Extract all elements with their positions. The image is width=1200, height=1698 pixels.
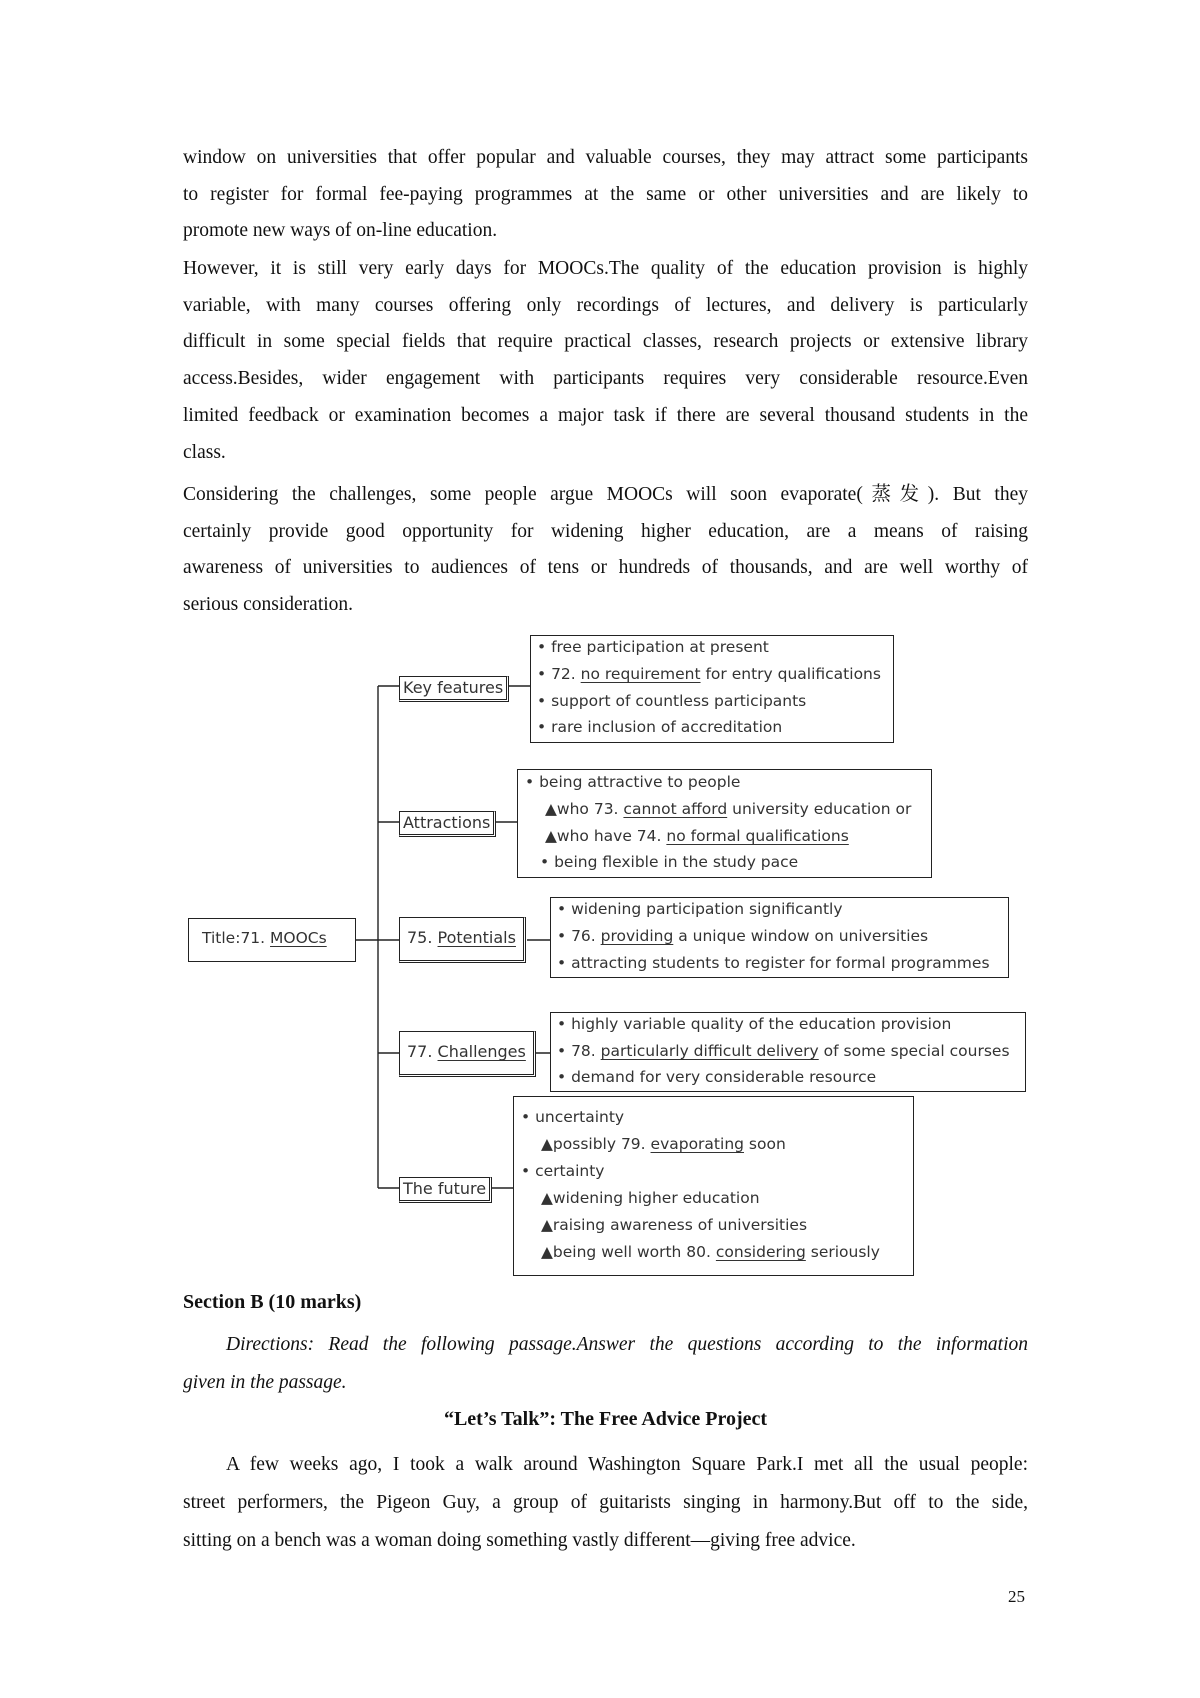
answer-71: MOOCs [270, 929, 327, 947]
challenges-paragraph [183, 251, 1028, 471]
answer-76: providing [600, 927, 674, 945]
branch-label-potentials [399, 917, 526, 963]
list-item: ▲who have 74. no formal qualifications [545, 827, 849, 845]
text-line: variable, with many courses offering only recordings of lectures, and delivery is particularly [183, 294, 1028, 316]
list-item: • demand for very considerable resource [557, 1068, 877, 1086]
text-line: Considering the challenges, some people argue MOOCs will soon evaporate(蒸发). But they [183, 484, 1028, 505]
answer-75: Potentials [437, 928, 516, 947]
answer-78: particularly difficult delivery [600, 1042, 819, 1060]
key-features-box [530, 635, 894, 743]
list-item: ▲possibly 79. evaporating soon [541, 1135, 786, 1153]
text-line: limited feedback or examination becomes a major task if there are several thousand students in the [183, 404, 1028, 426]
page-number: 25 [1008, 1587, 1025, 1606]
text-line: to register for formal fee-paying programmes at the same or other universities and are likely to [183, 183, 1028, 205]
text-line: street performers, the Pigeon Guy, a group of guitarists singing in harmony.But off to the side, [183, 1492, 1028, 1513]
list-item: • rare inclusion of accreditation [537, 718, 783, 736]
section-heading: Section B (10 marks) [183, 1291, 362, 1313]
list-item: ▲who 73. cannot afford university education or [545, 800, 912, 818]
future-box [513, 1096, 914, 1276]
text-line: However, it is still very early days for MOOCs.The quality of the education provision is highly [183, 258, 1028, 279]
text-line: A few weeks ago, I took a walk around Washington Square Park.I met all the usual people: [226, 1454, 1028, 1475]
branch-label-challenges [399, 1031, 536, 1077]
text-line: serious consideration. [183, 594, 354, 616]
conclusion-paragraph [183, 477, 1028, 624]
directions [183, 1326, 1028, 1402]
list-item: • widening participation significantly [557, 900, 843, 918]
text-line: difficult in some special fields that require practical classes, research projects or extensive library [183, 331, 1028, 353]
intro-paragraph [183, 140, 1028, 250]
text-line: class. [183, 441, 226, 463]
list-item: • certainty [521, 1162, 605, 1180]
list-item: • uncertainty [521, 1108, 625, 1126]
text-line: promote new ways of on-line education. [183, 220, 498, 242]
answer-73: cannot afford [623, 800, 728, 818]
passage-title: “Let’s Talk”: The Free Advice Project [443, 1408, 768, 1430]
directions-line: Directions: Read the following passage.Answer the questions according to the information [226, 1334, 1028, 1355]
answer-79: evaporating [650, 1135, 744, 1153]
list-item: • free participation at present [537, 638, 769, 656]
branch-label-attractions: Attractions [399, 811, 496, 837]
list-item: • being attractive to people [525, 773, 741, 791]
list-item: • being flexible in the study pace [540, 853, 799, 871]
potentials-box [550, 897, 1009, 978]
directions-line: given in the passage. [183, 1372, 347, 1393]
text-line: access.Besides, wider engagement with participants requires very considerable resource.Even [183, 368, 1028, 390]
list-item: • 72. no requirement for entry qualifications [537, 665, 881, 683]
passage-paragraph [183, 1446, 1028, 1560]
list-item: • 76. providing a unique window on universities [557, 927, 929, 945]
diagram-title-prefix: Title:71. [202, 929, 271, 947]
list-item: • 78. particularly difficult delivery of some special courses [557, 1042, 1010, 1060]
branch-label-prefix: 77. [407, 1042, 438, 1061]
list-item: ▲widening higher education [541, 1189, 760, 1207]
branch-label-key-features: Key features [399, 676, 509, 702]
text-line: awareness of universities to audiences of tens or hundreds of thousands, and are well worthy of [183, 557, 1028, 579]
text-line: certainly provide good opportunity for widening higher education, are a means of raising [183, 520, 1028, 542]
diagram-title-box [188, 918, 356, 962]
answer-80: considering [715, 1243, 806, 1261]
branch-label-future: The future [399, 1177, 492, 1203]
text-line: window on universities that offer popular and valuable courses, they may attract some participants [183, 147, 1028, 168]
list-item: • support of countless participants [537, 692, 807, 710]
list-item: • highly variable quality of the education provision [557, 1015, 952, 1033]
attractions-box [517, 769, 932, 878]
list-item: • attracting students to register for formal programmes [557, 954, 990, 972]
challenges-box [550, 1012, 1026, 1092]
branch-label-prefix: 75. [407, 928, 438, 947]
list-item: ▲being well worth 80. considering seriously [541, 1243, 880, 1261]
answer-74: no formal qualifications [666, 827, 849, 845]
text-line: sitting on a bench was a woman doing something vastly different—giving free advice. [183, 1530, 856, 1551]
answer-72: no requirement [580, 665, 701, 683]
list-item: ▲raising awareness of universities [541, 1216, 808, 1234]
answer-77: Challenges [437, 1042, 526, 1061]
